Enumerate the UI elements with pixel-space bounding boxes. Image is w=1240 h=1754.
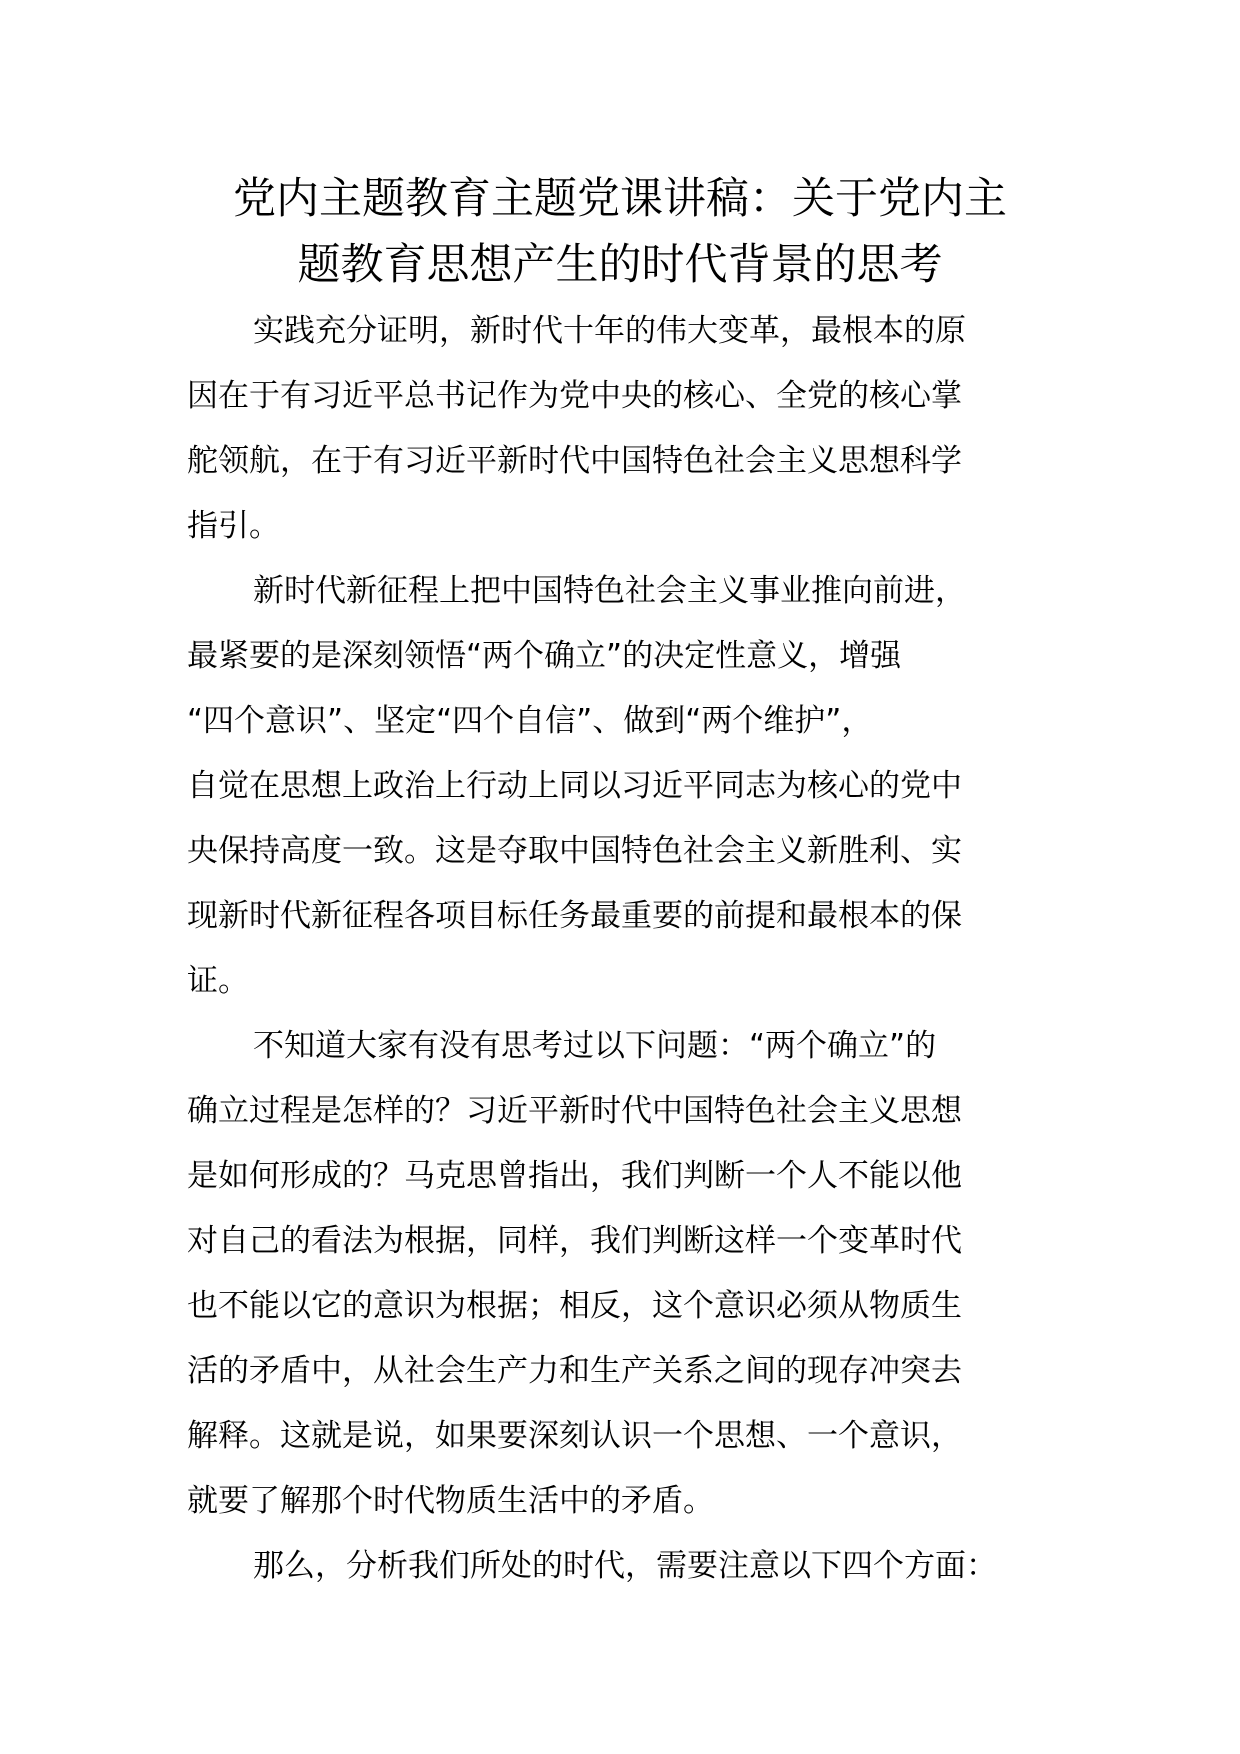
paragraph-line: 因在于有习近平总书记作为党中央的核心、全党的核心掌: [187, 378, 962, 414]
paragraph-4: [187, 1534, 1077, 1599]
document-title: [150, 166, 1090, 298]
paragraph-line: “四个意识”、坚定“四个自信”、做到“两个维护”，: [187, 703, 873, 739]
paragraph-line: 活的矛盾中，从社会生产力和生产关系之间的现存冲突去: [187, 1353, 962, 1389]
paragraph-line: 现新时代新征程各项目标任务最重要的前提和最根本的保: [187, 898, 962, 934]
paragraph-line: 新时代新征程上把中国特色社会主义事业推向前进，: [253, 573, 966, 609]
paragraph-line: 不知道大家有没有思考过以下问题：“两个确立”的: [253, 1028, 937, 1064]
paragraph-line: 是如何形成的？马克思曾指出，我们判断一个人不能以他: [187, 1158, 962, 1194]
paragraph-line: 指引。: [187, 508, 280, 544]
title-line-2: 题教育思想产生的时代背景的思考: [297, 240, 943, 290]
title-line-1: 党内主题教育主题党课讲稿：关于党内主: [233, 174, 1007, 224]
paragraph-line: 央保持高度一致。这是夺取中国特色社会主义新胜利、实: [187, 833, 962, 869]
document-body: [187, 299, 1077, 1599]
paragraph-line: 舵领航，在于有习近平新时代中国特色社会主义思想科学: [187, 443, 962, 479]
paragraph-2: [187, 559, 1077, 1014]
paragraph-line: 自觉在思想上政治上行动上同以习近平同志为核心的党中: [187, 768, 962, 804]
paragraph-line: 实践充分证明，新时代十年的伟大变革，最根本的原: [253, 313, 966, 349]
paragraph-line: 解释。这就是说，如果要深刻认识一个思想、一个意识，: [187, 1418, 962, 1454]
paragraph-line: 那么，分析我们所处的时代，需要注意以下四个方面：: [253, 1548, 997, 1584]
paragraph-line: 最紧要的是深刻领悟“两个确立”的决定性意义，增强: [187, 638, 902, 674]
paragraph-line: 确立过程是怎样的？习近平新时代中国特色社会主义思想: [187, 1093, 962, 1129]
paragraph-1: [187, 299, 1077, 559]
paragraph-line: 就要了解那个时代物质生活中的矛盾。: [187, 1483, 714, 1519]
paragraph-line: 也不能以它的意识为根据；相反，这个意识必须从物质生: [187, 1288, 962, 1324]
paragraph-line: 对自己的看法为根据，同样，我们判断这样一个变革时代: [187, 1223, 962, 1259]
paragraph-3: [187, 1014, 1077, 1534]
paragraph-line: 证。: [187, 963, 249, 999]
